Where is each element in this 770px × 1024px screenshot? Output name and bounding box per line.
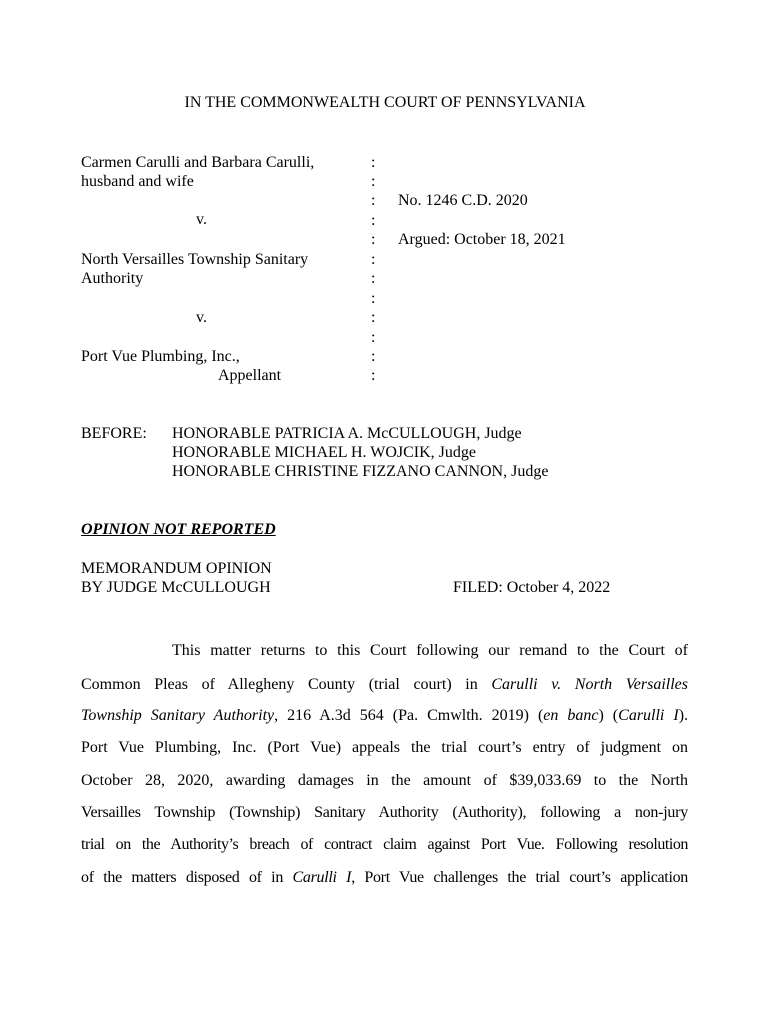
body-text: ). — [678, 707, 689, 724]
filed-date: FILED: October 4, 2022 — [453, 579, 611, 596]
body-line: trial on the Authority’s breach of contract claim against Port Vue. Following resolution — [81, 836, 688, 853]
body-line: Versailles Township (Township) Sanitary Authority (Authority), following a non-jury — [81, 804, 688, 821]
body-line: This matter returns to this Court following our remand to the Court of — [172, 642, 688, 659]
caption-colon: : — [371, 367, 376, 384]
party3-line1: Port Vue Plumbing, Inc., — [81, 348, 240, 365]
argued-date: Argued: October 18, 2021 — [398, 231, 566, 248]
caption-colon: : — [371, 251, 376, 268]
caption-colon: : — [371, 290, 376, 307]
case-name: Carulli v. North Versailles — [491, 676, 688, 693]
caption-colon: : — [371, 173, 376, 190]
panel-judge: HONORABLE MICHAEL H. WOJCIK, Judge — [172, 444, 476, 461]
caption-colon: : — [371, 348, 376, 365]
caption-colon: : — [371, 212, 376, 229]
case-short-name: Carulli I — [292, 869, 352, 886]
versus-1: v. — [196, 211, 207, 228]
case-short-name: Carulli I — [618, 707, 679, 724]
memo-author: BY JUDGE McCULLOUGH — [81, 579, 271, 596]
opinion-status: OPINION NOT REPORTED — [81, 521, 276, 538]
caption-colon: : — [371, 231, 376, 248]
body-line: October 28, 2020, awarding damages in the amount of $39,033.69 to the North — [81, 772, 688, 789]
body-text: , Port Vue challenges the trial court’s application — [351, 869, 688, 886]
body-text: ) ( — [598, 707, 619, 724]
docket-number: No. 1246 C.D. 2020 — [398, 192, 528, 209]
body-line — [81, 675, 688, 695]
body-text: of the matters disposed of in — [81, 869, 293, 886]
panel-judge: HONORABLE CHRISTINE FIZZANO CANNON, Judge — [172, 463, 549, 480]
body-line — [81, 868, 688, 888]
caption-colon: : — [371, 309, 376, 326]
party1-line2: husband and wife — [81, 173, 194, 190]
versus-2: v. — [196, 309, 207, 326]
case-name: Township Sanitary Authority — [81, 707, 275, 724]
caption-colon: : — [371, 192, 376, 209]
party1-line1: Carmen Carulli and Barbara Carulli, — [81, 154, 315, 171]
body-text: Common Pleas of Allegheny County (trial court) in — [81, 676, 492, 693]
en-banc: en banc — [543, 707, 599, 724]
body-text: , 216 A.3d 564 (Pa. Cmwlth. 2019) ( — [274, 707, 544, 724]
caption-colon: : — [371, 154, 376, 171]
party2-line2: Authority — [81, 270, 144, 287]
caption-colon: : — [371, 329, 376, 346]
party2-line1: North Versailles Township Sanitary — [81, 251, 309, 268]
body-line: Port Vue Plumbing, Inc. (Port Vue) appeals the trial court’s entry of judgment on — [81, 739, 688, 756]
panel-label: BEFORE: — [81, 425, 147, 442]
body-line — [81, 706, 688, 726]
panel-judge: HONORABLE PATRICIA A. McCULLOUGH, Judge — [172, 425, 522, 442]
memo-title: MEMORANDUM OPINION — [81, 560, 272, 577]
party3-role: Appellant — [218, 367, 282, 384]
court-heading: IN THE COMMONWEALTH COURT OF PENNSYLVANIA — [184, 94, 586, 111]
caption-colon: : — [371, 270, 376, 287]
